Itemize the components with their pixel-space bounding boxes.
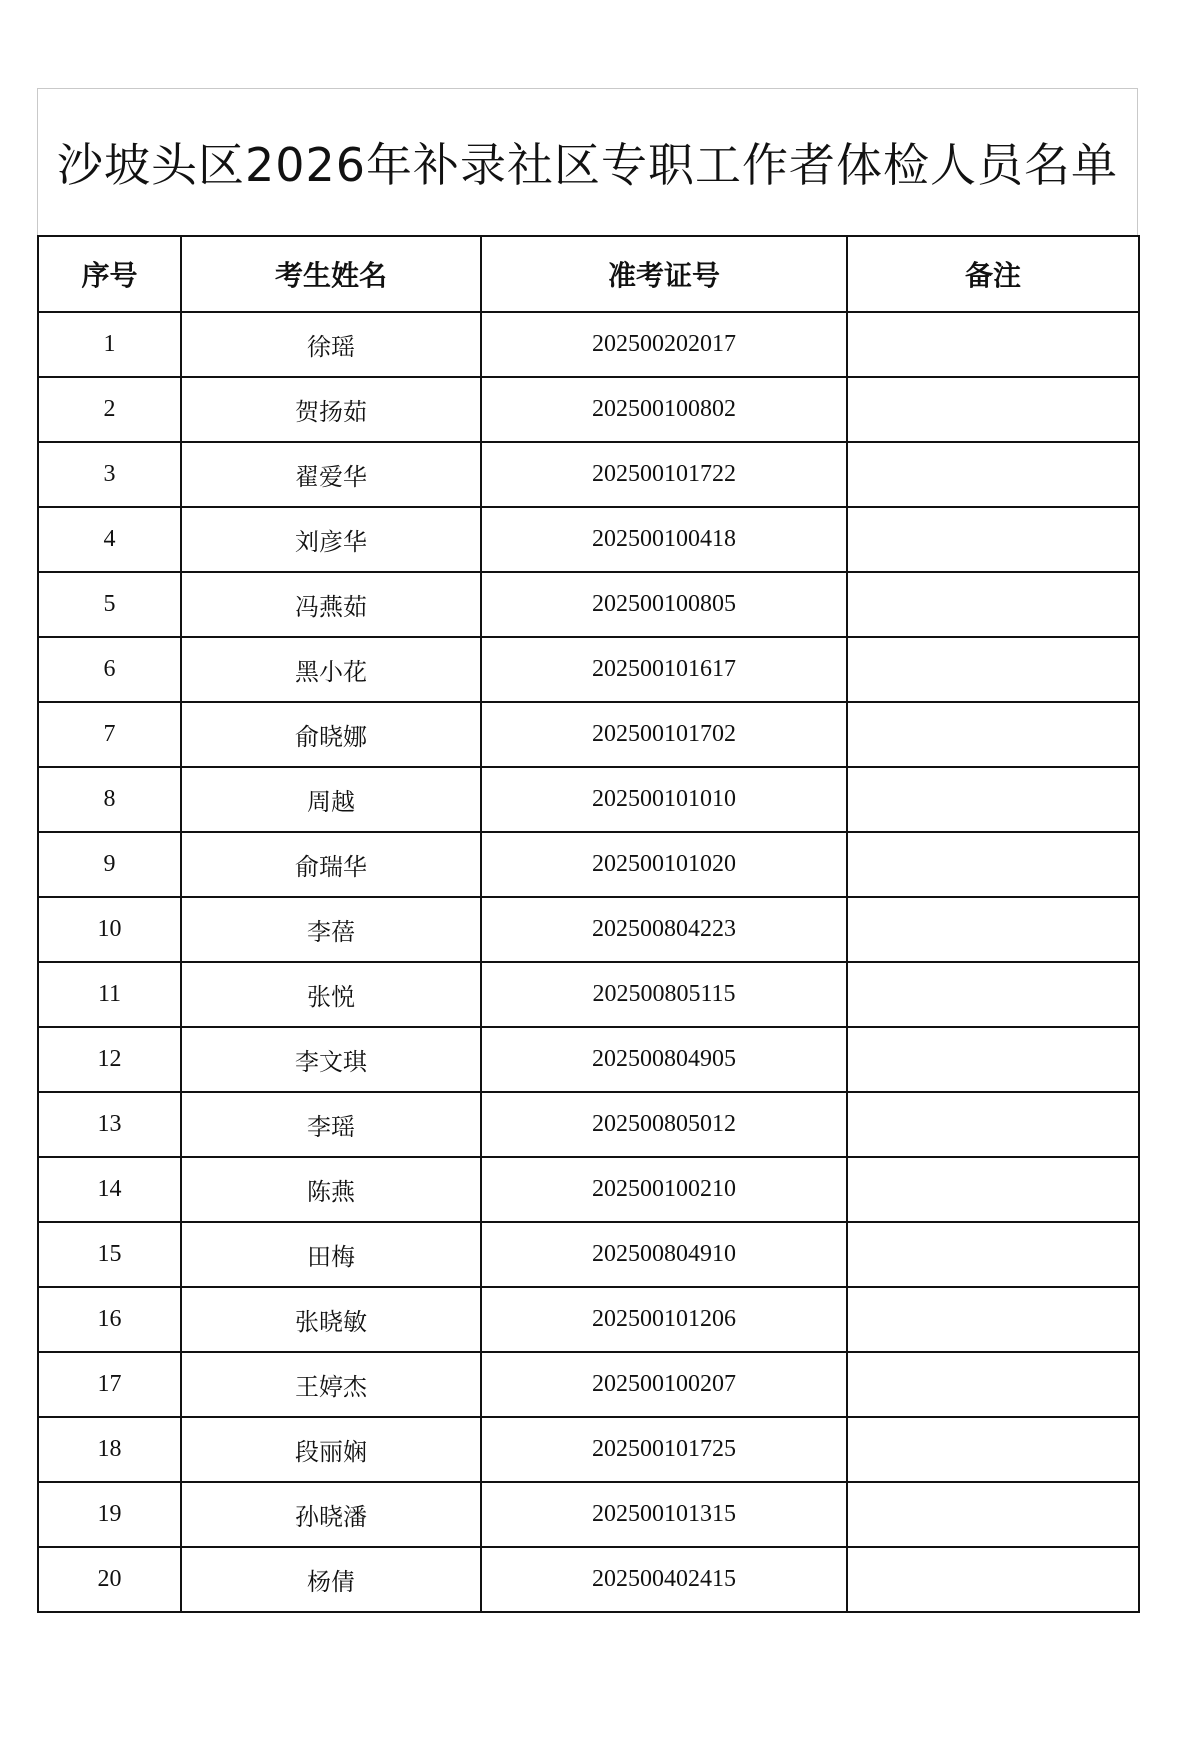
table-row xyxy=(38,572,1139,637)
cell-index: 4 xyxy=(38,507,181,572)
cell-remark xyxy=(847,637,1139,702)
cell-exam-id: 202500804910 xyxy=(481,1222,847,1287)
cell-name: 翟爱华 xyxy=(181,442,481,507)
table-row xyxy=(38,637,1139,702)
table-row xyxy=(38,377,1139,442)
cell-remark xyxy=(847,702,1139,767)
cell-remark xyxy=(847,897,1139,962)
table-row xyxy=(38,1352,1139,1417)
cell-name: 李瑶 xyxy=(181,1092,481,1157)
cell-index: 8 xyxy=(38,767,181,832)
cell-remark xyxy=(847,572,1139,637)
cell-name: 李文琪 xyxy=(181,1027,481,1092)
table-row xyxy=(38,1287,1139,1352)
table-row xyxy=(38,1417,1139,1482)
table-row xyxy=(38,312,1139,377)
cell-index: 1 xyxy=(38,312,181,377)
cell-exam-id: 202500804223 xyxy=(481,897,847,962)
cell-index: 2 xyxy=(38,377,181,442)
title-box xyxy=(37,88,1138,235)
table-header xyxy=(38,236,1139,312)
cell-exam-id: 202500100805 xyxy=(481,572,847,637)
cell-index: 6 xyxy=(38,637,181,702)
table-body xyxy=(38,312,1139,1612)
cell-name: 张晓敏 xyxy=(181,1287,481,1352)
cell-remark xyxy=(847,442,1139,507)
cell-name: 贺扬茹 xyxy=(181,377,481,442)
table-row xyxy=(38,1157,1139,1222)
cell-remark xyxy=(847,962,1139,1027)
cell-name: 段丽娴 xyxy=(181,1417,481,1482)
table-row xyxy=(38,832,1139,897)
table-row xyxy=(38,897,1139,962)
cell-index: 16 xyxy=(38,1287,181,1352)
cell-exam-id: 202500101725 xyxy=(481,1417,847,1482)
table-row xyxy=(38,1222,1139,1287)
cell-name: 冯燕茹 xyxy=(181,572,481,637)
cell-index: 14 xyxy=(38,1157,181,1222)
cell-name: 俞瑞华 xyxy=(181,832,481,897)
cell-exam-id: 202500101722 xyxy=(481,442,847,507)
cell-name: 张悦 xyxy=(181,962,481,1027)
document-sheet xyxy=(37,88,1138,1613)
cell-exam-id: 202500101315 xyxy=(481,1482,847,1547)
cell-exam-id: 202500101206 xyxy=(481,1287,847,1352)
cell-remark xyxy=(847,832,1139,897)
cell-name: 孙晓潘 xyxy=(181,1482,481,1547)
cell-exam-id: 202500100802 xyxy=(481,377,847,442)
column-header-index: 序号 xyxy=(38,236,181,312)
cell-remark xyxy=(847,1287,1139,1352)
cell-exam-id: 202500100418 xyxy=(481,507,847,572)
cell-index: 15 xyxy=(38,1222,181,1287)
cell-name: 杨倩 xyxy=(181,1547,481,1612)
table-row xyxy=(38,1482,1139,1547)
cell-name: 黑小花 xyxy=(181,637,481,702)
cell-index: 13 xyxy=(38,1092,181,1157)
cell-index: 18 xyxy=(38,1417,181,1482)
cell-exam-id: 202500101010 xyxy=(481,767,847,832)
cell-index: 17 xyxy=(38,1352,181,1417)
cell-index: 11 xyxy=(38,962,181,1027)
table-row xyxy=(38,702,1139,767)
cell-index: 3 xyxy=(38,442,181,507)
table-row xyxy=(38,1547,1139,1612)
cell-remark xyxy=(847,377,1139,442)
cell-remark xyxy=(847,1092,1139,1157)
table-row xyxy=(38,442,1139,507)
cell-exam-id: 202500805115 xyxy=(481,962,847,1027)
cell-exam-id: 202500101617 xyxy=(481,637,847,702)
table-row xyxy=(38,507,1139,572)
cell-remark xyxy=(847,1547,1139,1612)
cell-name: 俞晓娜 xyxy=(181,702,481,767)
cell-remark xyxy=(847,1417,1139,1482)
table-row xyxy=(38,1027,1139,1092)
cell-exam-id: 202500101702 xyxy=(481,702,847,767)
cell-index: 7 xyxy=(38,702,181,767)
cell-name: 李蓓 xyxy=(181,897,481,962)
cell-name: 刘彦华 xyxy=(181,507,481,572)
column-header-remark: 备注 xyxy=(847,236,1139,312)
cell-index: 10 xyxy=(38,897,181,962)
column-header-exam-id: 准考证号 xyxy=(481,236,847,312)
cell-index: 5 xyxy=(38,572,181,637)
cell-remark xyxy=(847,312,1139,377)
roster-table xyxy=(37,235,1140,1613)
cell-name: 王婷杰 xyxy=(181,1352,481,1417)
cell-exam-id: 202500101020 xyxy=(481,832,847,897)
cell-name: 徐瑶 xyxy=(181,312,481,377)
cell-index: 19 xyxy=(38,1482,181,1547)
cell-remark xyxy=(847,1027,1139,1092)
column-header-name: 考生姓名 xyxy=(181,236,481,312)
cell-exam-id: 202500402415 xyxy=(481,1547,847,1612)
cell-name: 周越 xyxy=(181,767,481,832)
cell-remark xyxy=(847,1482,1139,1547)
table-row xyxy=(38,962,1139,1027)
table-row xyxy=(38,767,1139,832)
cell-remark xyxy=(847,767,1139,832)
cell-name: 陈燕 xyxy=(181,1157,481,1222)
cell-exam-id: 202500805012 xyxy=(481,1092,847,1157)
cell-remark xyxy=(847,1222,1139,1287)
cell-exam-id: 202500100210 xyxy=(481,1157,847,1222)
cell-index: 20 xyxy=(38,1547,181,1612)
page-title: 沙坡头区2026年补录社区专职工作者体检人员名单 xyxy=(56,138,1119,192)
header-row xyxy=(38,236,1139,312)
cell-exam-id: 202500100207 xyxy=(481,1352,847,1417)
cell-remark xyxy=(847,507,1139,572)
cell-name: 田梅 xyxy=(181,1222,481,1287)
cell-index: 12 xyxy=(38,1027,181,1092)
cell-index: 9 xyxy=(38,832,181,897)
cell-exam-id: 202500202017 xyxy=(481,312,847,377)
table-row xyxy=(38,1092,1139,1157)
cell-remark xyxy=(847,1352,1139,1417)
cell-exam-id: 202500804905 xyxy=(481,1027,847,1092)
cell-remark xyxy=(847,1157,1139,1222)
